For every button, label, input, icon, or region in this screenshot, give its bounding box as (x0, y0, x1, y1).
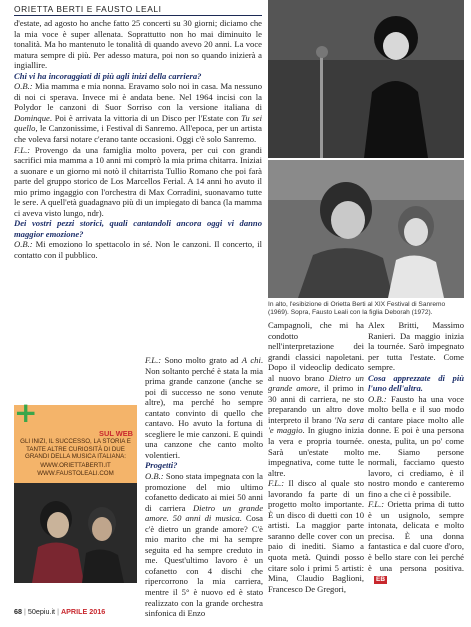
publication-name: 50epiu.it (27, 607, 56, 616)
interview-question: Chi vi ha incoraggiati di più agli inizi della carriera? (14, 70, 202, 81)
page-footer: 68 | 50epiu.it | APRILE 2016 (14, 607, 106, 616)
interview-answer: O.B.: Mi emoziono lo spettacolo in sé. Non le canzoni. Il concerto, il contatto con il pubblico. (14, 239, 262, 261)
speaker-initials: F.L.: (14, 144, 31, 155)
article-column-2 (145, 355, 263, 619)
interview-answer: O.B.: Fausto ha una voce molto bella e il suo modo di cantare piace molto alle donne. E poi è una persona onesta, pulita, un po' come me. Siamo persone normali, facciamo questo lavoro, ci crediamo, è il nostro mondo e canteremo fino a che ci è possibile. (368, 393, 464, 499)
italic-title: A chi (241, 355, 261, 365)
header-rule (14, 15, 262, 16)
interview-answer: F.L.: Provengo da una famiglia molto povera, per cui con grandi sacrifici mia mamma a 10 anni mi comprò la mia prima chitarra. Iniziai a suonare e un giorno mi notò il chitarrista Tullio Romano che poi farà parte del gruppo storico de Los Marcellos Ferial. A 14 anni ho avuto il mio primo ingaggio con l'orchestra di Max Corradini, suonavamo tutte le sere. A quell'età guadagnavo più di un impiegato di banca (la mamma ci aveva visto lungo, ndr). (14, 144, 262, 218)
speaker-initials: O.B.: (14, 81, 33, 92)
speaker-initials: F.L.: (268, 478, 285, 489)
page-number: 68 (14, 607, 22, 616)
interview-question: Cosa apprezzate di più l'uno dell'altra. (368, 372, 464, 394)
italic-title: Tu sei quello (14, 112, 262, 134)
photo-caption: In alto, l'esibizione di Orietta Berti al XIX Festival di Sanremo (1969). Sopra, Fausto Leali con la figlia Deborah (1972). (268, 301, 446, 317)
article-column-1 (14, 18, 262, 261)
interview-question: Dei vostri pezzi storici, quali cantandoli ancora oggi vi danno maggior emozione? (14, 218, 262, 239)
sidebar-body: GLI INIZI, IL SUCCESSO, LA STORIA E TANTE ALTRE CURIOSITÀ DI DUE GRANDI DELLA MUSICA ITALIANA: (20, 438, 131, 461)
photo-orietta-and-fausto (14, 483, 137, 583)
paragraph: Campagnoli, che mi ha condotto nell'interpretazione dei grandi classici napoletani. Dopo il videoclip dedicato al nuovo brano Dietro un grande amore, il primo in 30 anni di carriera, ne sto preparando un altro dove interpreto il brano 'Na sera 'e maggio. In giugno inizia la vera e propria tournée. Sarà un'estate molto impegnativa, come tutte le altre. (268, 320, 364, 478)
italic-title: Dietro un grande amore (268, 372, 364, 394)
speaker-initials: F.L.: (145, 355, 162, 365)
interview-answer: F.L.: Orietta prima di tutto è un usignolo, sempre intonata, delicata e molto precisa. È una donna fantastica e dal cuore d'oro, è bello stare con lei perché è una persona positiva.EB (368, 499, 464, 584)
paragraph: Alex Britti, Massimo Ranieri. Da maggio inizia la tournée. Sarò impegnato per tutta l'estate. Come sempre. (368, 320, 464, 373)
speaker-initials: F.L.: (368, 499, 385, 510)
interview-answer: O.B.: Mia mamma e mia nonna. Eravamo solo noi in casa. Ma nessuno di noi ci sperava. Invece mi è andata bene. Nel 1964 incisi con la Polydor le canzoni di Suor Sorriso con la versione italiana di Dominque. Poi è arrivata la vittoria di un Disco per l'Estate con Tu sei quello, le Canzonissime, i Festival di Sanremo. All'epoca, per un artista che voleva farsi notare c'erano tante occasioni. Oggi c'è solo Sanremo. (14, 81, 262, 145)
sidebar-box (14, 396, 137, 583)
italic-title: Dietro un grande amore. 50 anni di musica (145, 502, 264, 524)
interview-answer: F.L.: Il disco al quale sto lavorando fa parte di un progetto molto importante. È un disco di duetti con 10 artisti. La maggior parte saranno delle cover con un paio di inediti. Siamo a quota metà. Quindi posso citare solo i primi 5 artisti: Mina, Claudio Baglioni, Francesco De Gregori, (268, 478, 364, 594)
interview-answer: O.B.: Sono stata impegnata con la promozione del mio ultimo cofanetto dedicato ai miei 50 anni di carriera Dietro un grande amore. 50 anni di musica. Cosa c'è dietro un grande amore? C'è mio marito che mi ha sempre seguita ed ha sempre creduto in me. Quest'ultimo lavoro è un cofanetto con 4 dischi che ripercorrono la mia carriera, mentre il 5° è nuovo ed è stato realizzato con la grande orchestra sinfonica di Enzo (145, 471, 264, 619)
italic-title: 'Na sera 'e maggio (268, 414, 364, 436)
sidebar-link-oriettaberti[interactable]: WWW.ORIETTABERTI.IT (40, 462, 111, 469)
speaker-initials: O.B.: (145, 471, 164, 482)
italic-title: Dominque (14, 112, 50, 123)
speaker-initials: O.B.: (14, 239, 33, 250)
photo-orietta-sanremo (268, 0, 464, 158)
sidebar-title: SUL WEB (99, 429, 133, 438)
running-title: ORIETTA BERTI E FAUSTO LEALI (14, 4, 162, 14)
issue-date: APRILE 2016 (60, 607, 106, 616)
speaker-initials: O.B.: (368, 393, 387, 404)
article-column-4 (368, 320, 464, 584)
end-of-article-mark: EB (376, 576, 386, 584)
paragraph: d'estate, ad agosto ho anche fatto 25 concerti su 30 giorni; diciamo che la mia voce è super allenata. Soprattutto non ho mai diminuito le tonalità. Ma ho mantenuto le tonalità di quando avevo 20 anni. La voce matura sempre di più. Per adesso matura, poi non so quando inizierà a ingiallire. (14, 18, 262, 71)
plus-icon: + (14, 396, 38, 429)
sidebar-link-faustoleali[interactable]: WWW.FAUSTOLEALI.COM (37, 470, 114, 477)
interview-answer: F.L.: Sono molto grato ad A chi. Non soltanto perché è stata la mia prima grande canzone (anche se poi di successo ne sono venute altre), ma perché ho sempre cantato convinto di quello che cantavo. Ho avuto la fortuna di scegliere le mie canzoni. E quindi una canzone che canto molto volentieri. (145, 355, 263, 460)
interview-question: Progetti? (145, 460, 178, 471)
photo-fausto-with-daughter (268, 160, 464, 298)
article-column-3 (268, 320, 364, 594)
